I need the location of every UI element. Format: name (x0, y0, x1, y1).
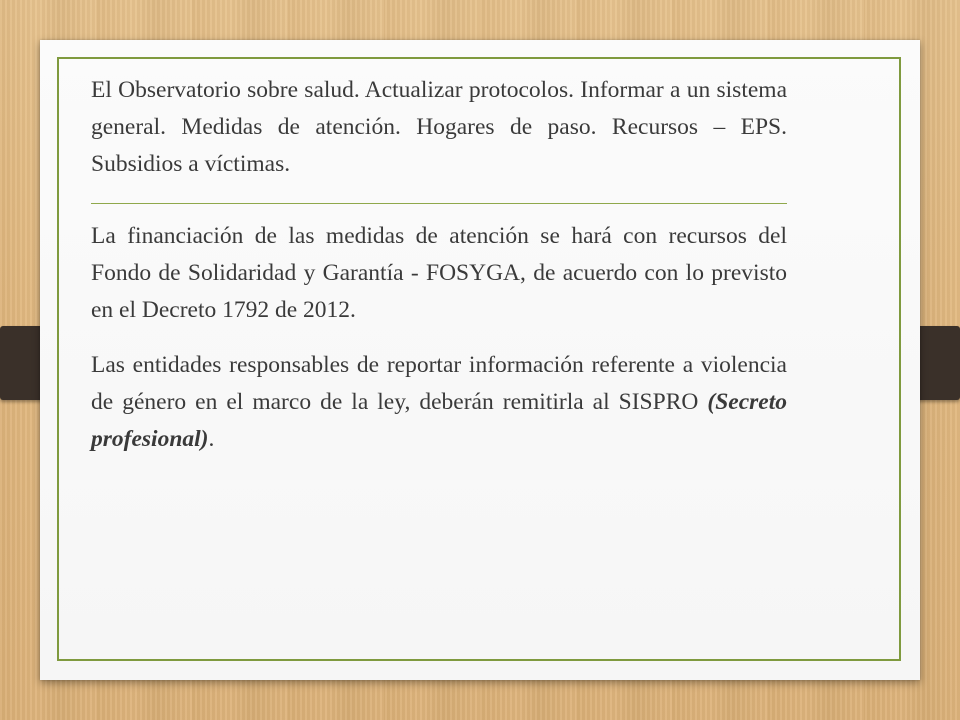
paragraph-reporting-lead: Las entidades responsables de reportar información referente a violencia de género en el marco de la ley, deberán remitirla al SISPRO (91, 352, 787, 415)
paragraph-financing: La financiación de las medidas de atención se hará con recursos del Fondo de Solidaridad y Garantía - FOSYGA, de acuerdo con lo previsto en el Decreto 1792 de 2012. (91, 223, 787, 323)
paragraph-reporting (91, 347, 787, 458)
paragraph-reporting-emphasis: (Secreto profesional) (91, 389, 787, 452)
paragraph-reporting-end: . (208, 426, 215, 452)
slide-heading: El Observatorio sobre salud. Actualizar protocolos. Informar a un sistema general. Medidas de atención. Hogares de paso. Recursos – EPS. Subsidios a víctimas. (91, 77, 787, 177)
slide-content (91, 72, 787, 458)
heading-divider (91, 203, 787, 204)
